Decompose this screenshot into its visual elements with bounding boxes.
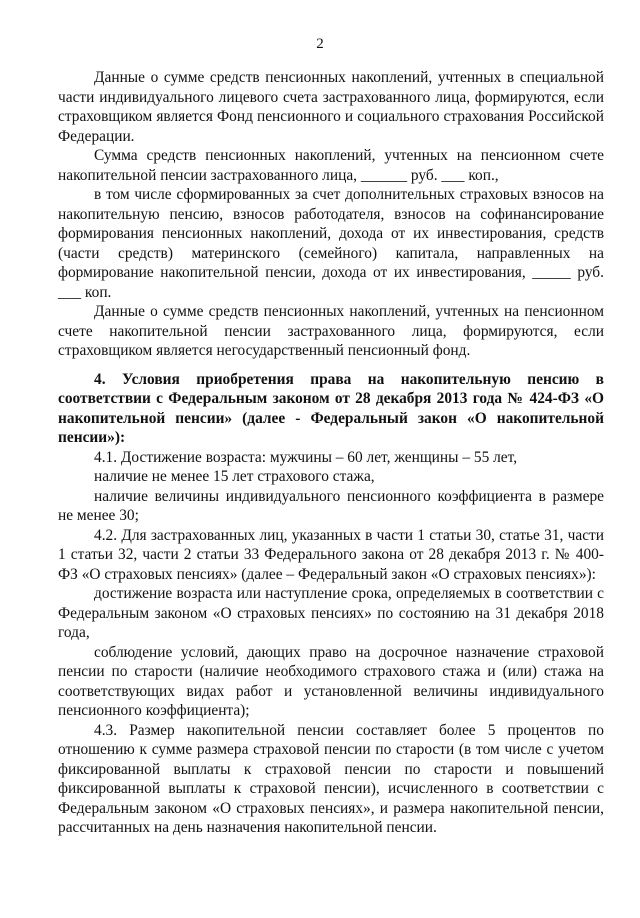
clause-4-2-early-retirement-condition: соблюдение условий, дающих право на досрочное назначение страховой пенсии по старости (наличие необходимого страхового стажа и (или) стажа на соответствующих видах работ и установленной величины индивидуального пенсионного коэффициента);: [58, 643, 604, 719]
paragraph-pension-savings-special-part: Данные о сумме средств пенсионных накоплений, учтенных в специальной части индивидуального лицевого счета застрахованного лица, формируются, если страховщиком является Фонд пенсионного и социального страхования Российской Федерации.: [58, 69, 604, 145]
clause-4-3: 4.3. Размер накопительной пенсии составляет более 5 процентов по отношению к сумме размера страховой пенсии по старости (в том числе с учетом фиксированной выплаты к страховой пенсии по старости и повышений фиксированной выплаты к страховой пенсии), исчисленного в соответствии с Федеральным законом «О страховых пенсиях», и размера накопительной пенсии, рассчитанных на день назначения накопительной пенсии.: [58, 721, 604, 836]
paragraph-pension-savings-sum: Сумма средств пенсионных накоплений, учтенных на пенсионном счете накопительной пенсии застрахованного лица, ______ руб. ___ коп.,: [58, 147, 604, 184]
section-4-heading: 4. Условия приобретения права на накопительную пенсию в соответствии с Федеральным законом от 28 декабря 2013 года № 424-ФЗ «О накопительной пенсии» (далее - Федеральный закон «О накопительной пенсии»):: [58, 370, 604, 446]
paragraph-additional-contributions: в том числе сформированных за счет дополнительных страховых взносов на накопительную пенсию, взносов работодателя, взносов на софинансирование формирования пенсионных накоплений, дохода от их инвестирования, средств (части средств) материнского (семейного) капитала, направленных на формирование накопительной пенсии, дохода от их инвестирования, _____ руб. ___ коп.: [58, 186, 604, 301]
spacer: [58, 361, 604, 370]
clause-4-2: 4.2. Для застрахованных лиц, указанных в части 1 статьи 30, статье 31, части 1 статьи 32, части 2 статьи 33 Федерального закона от 28 декабря 2013 г. № 400-ФЗ «О страховых пенсиях» (далее – Федеральный закон «О страховых пенсиях»):: [58, 526, 604, 583]
clause-4-2-age-condition: достижение возраста или наступление срока, определяемых в соответствии с Федеральным законом «О страховых пенсиях» по состоянию на 31 декабря 2018 года,: [58, 585, 604, 641]
page-number: 2: [316, 36, 324, 52]
paragraph-npf-data: Данные о сумме средств пенсионных накоплений, учтенных на пенсионном счете накопительной пенсии застрахованного лица, формируются, если страховщиком является негосударственный пенсионный фонд.: [58, 303, 604, 359]
clause-4-1-insurance-experience: наличие не менее 15 лет страхового стажа,: [94, 468, 375, 485]
document-body: [58, 68, 604, 838]
clause-4-1-pension-coefficient: наличие величины индивидуального пенсионного коэффициента в размере не менее 30;: [58, 487, 604, 524]
clause-4-1: 4.1. Достижение возраста: мужчины – 60 лет, женщины – 55 лет,: [94, 448, 518, 466]
